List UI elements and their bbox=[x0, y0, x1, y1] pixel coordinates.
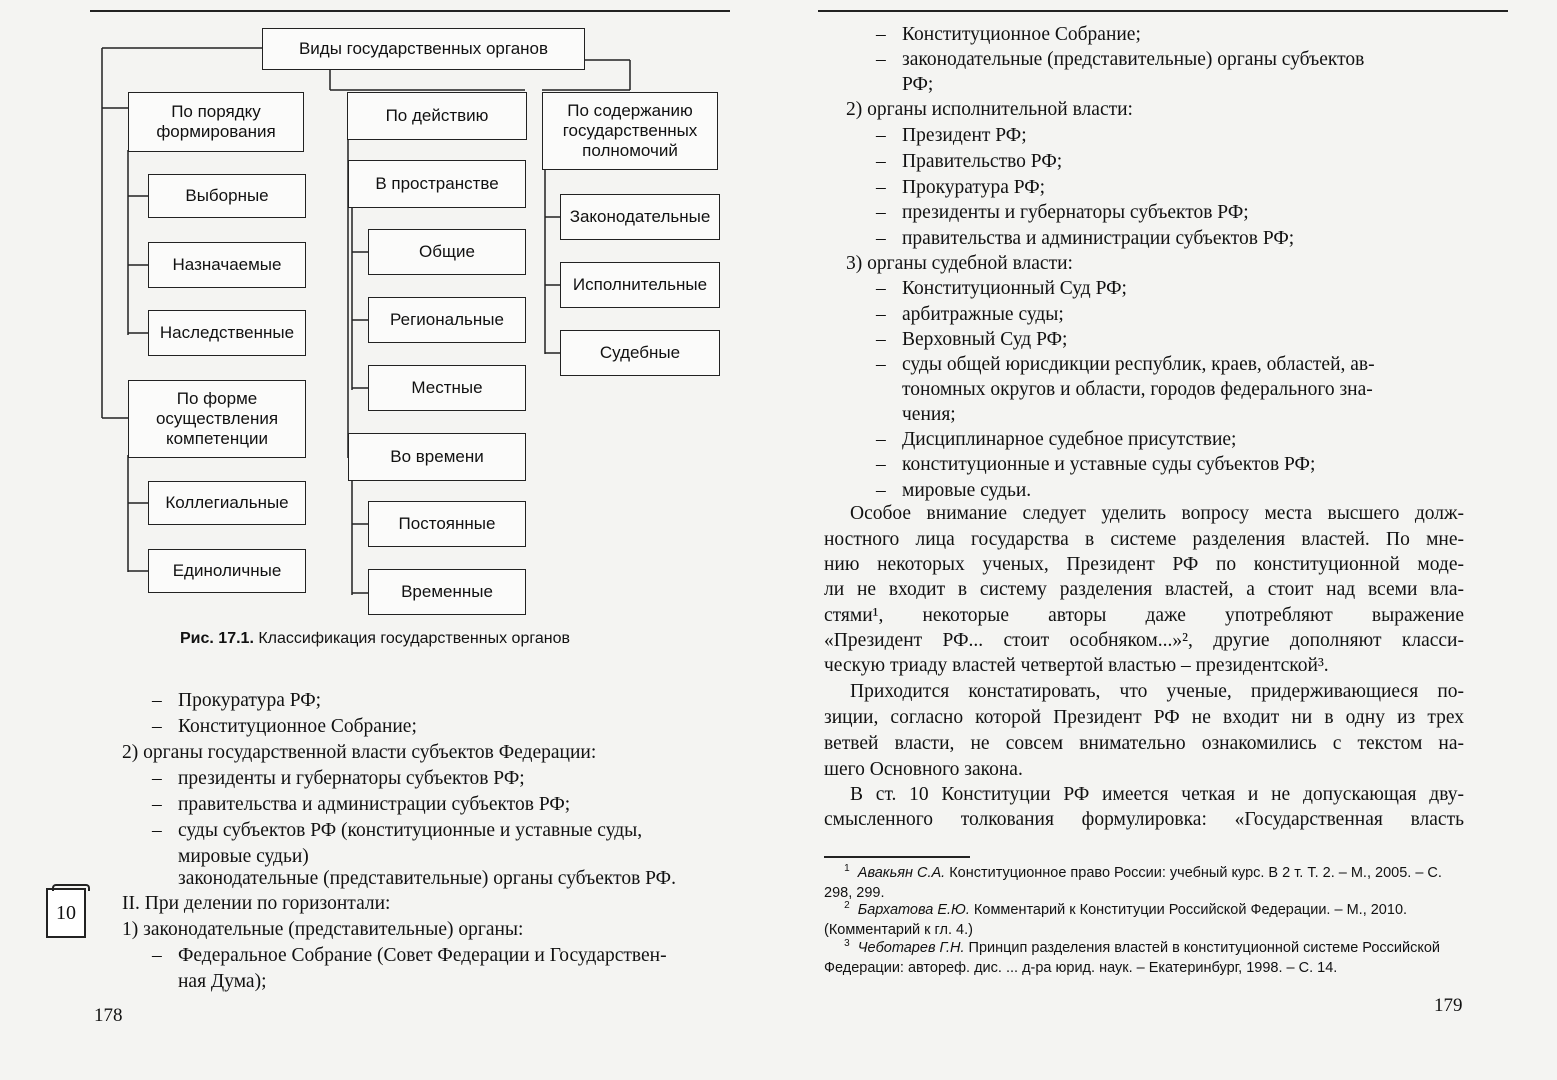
paragraph-line: Особое внимание следует уделить вопросу места высшего долж- bbox=[850, 503, 1464, 524]
footnote-number: 1 bbox=[844, 863, 850, 874]
col2-sub2-box: Во времени bbox=[348, 433, 526, 481]
list-item-cont: чения; bbox=[902, 404, 956, 425]
caption-text: Классификация государственных органов bbox=[258, 630, 570, 647]
list-item: – Федеральное Собрание (Совет Федерации и Государствен- bbox=[152, 943, 667, 969]
footnote-number: 2 bbox=[844, 900, 850, 911]
col3-item-box: Законодательные bbox=[560, 194, 720, 240]
root-box: Виды государственных органов bbox=[262, 28, 585, 70]
list-item: – суды субъектов РФ (конституционные и уставные суды, bbox=[152, 818, 642, 844]
list-item-cont: ная Дума); bbox=[178, 971, 267, 992]
paragraph-line: нию некоторых ученых, Президент РФ по конституционной моде- bbox=[824, 554, 1464, 575]
col3-head-box: По содержанию государственных полномочий bbox=[542, 92, 718, 170]
footnote bbox=[824, 934, 1464, 978]
col2-head-box: По действию bbox=[347, 92, 527, 140]
col1-item-box: Назначаемые bbox=[148, 242, 306, 288]
list-item: – правительства и администрации субъектов РФ; bbox=[152, 792, 570, 818]
list-item: – правительства и администрации субъектов РФ; bbox=[876, 226, 1294, 252]
list-item-cont: мировые судьи) bbox=[178, 846, 309, 867]
col2-item-box: Общие bbox=[368, 229, 526, 275]
list-item: – законодательные (представительные) органы субъектов bbox=[876, 47, 1364, 73]
footnote-author: Бархатова Е.Ю. bbox=[857, 901, 970, 918]
footnote-text: Конституционное право России: учебный курс. В 2 т. Т. 2. – М., 2005. – С. 298, 299. bbox=[824, 864, 1442, 901]
list-item: – Конституционное Собрание; bbox=[876, 22, 1141, 48]
caption-label: Рис. 17.1. bbox=[180, 630, 254, 647]
col2-item2-box: Постоянные bbox=[368, 501, 526, 547]
list-item: – Прокуратура РФ; bbox=[876, 175, 1045, 201]
list-item: – мировые судьи. bbox=[876, 478, 1031, 504]
margin-scroll-icon: 10 bbox=[46, 888, 86, 938]
col1-item-box: Наследственные bbox=[148, 310, 306, 356]
paragraph-line: ветвей власти, не совсем внимательно ознакомились с текстом на- bbox=[824, 733, 1464, 754]
paragraph-line: ли не входит в систему разделения властей, а стоит над всеми вла- bbox=[824, 579, 1464, 600]
list-item: – Прокуратура РФ; bbox=[152, 688, 321, 714]
footnote-text: Комментарий к Конституции Российской Федерации. – М., 2010. (Комментарий к гл. 4.) bbox=[824, 901, 1408, 938]
list-item: – Правительство РФ; bbox=[876, 149, 1062, 175]
col1-item-box: Выборные bbox=[148, 174, 306, 218]
list-heading: 3) органы судебной власти: bbox=[846, 253, 1073, 274]
list-item: – президенты и губернаторы субъектов РФ; bbox=[152, 766, 525, 792]
col1-item2-box: Коллегиальные bbox=[148, 481, 306, 525]
footnote-author: Авакьян С.А. bbox=[857, 864, 946, 881]
list-heading: 2) органы государственной власти субъектов Федерации: bbox=[122, 742, 597, 763]
paragraph-line: зиции, согласно которой Президент РФ не входит ни в одну из трех bbox=[824, 707, 1464, 728]
paragraph-line: В ст. 10 Конституции РФ имеется четкая и не допускающая дву- bbox=[850, 784, 1464, 805]
footnote-rule bbox=[824, 856, 970, 858]
list-item-cont: тономных округов и области, городов федерального зна- bbox=[902, 379, 1373, 400]
page-number-left: 178 bbox=[94, 1005, 123, 1026]
col3-item-box: Судебные bbox=[560, 330, 720, 376]
footnote-author: Чеботарев Г.Н. bbox=[857, 939, 965, 956]
top-rule bbox=[818, 10, 1508, 12]
classification-diagram bbox=[0, 0, 778, 660]
col2-item-box: Местные bbox=[368, 365, 526, 411]
paragraph-line: Приходится констатировать, что ученые, придерживающиеся по- bbox=[850, 681, 1464, 702]
col2-item2-box: Временные bbox=[368, 569, 526, 615]
paragraph-line: ностного лица государства в системе разделения властей. По мне- bbox=[824, 529, 1464, 550]
col3-item-box: Исполнительные bbox=[560, 262, 720, 308]
list-item: – конституционные и уставные суды субъектов РФ; bbox=[876, 452, 1315, 478]
list-item: – президенты и губернаторы субъектов РФ; bbox=[876, 200, 1249, 226]
col2-item-box: Региональные bbox=[368, 297, 526, 343]
col1-head2-box: По форме осуществления компетенции bbox=[128, 380, 306, 458]
paragraph-line: смысленного толкования формулировка: «Государственная власть bbox=[824, 809, 1464, 830]
list-heading: 2) органы исполнительной власти: bbox=[846, 99, 1133, 120]
col2-sub-box: В пространстве bbox=[348, 160, 526, 208]
list-item-cont: РФ; bbox=[902, 74, 934, 95]
left-page bbox=[0, 0, 778, 1080]
col1-head-box: По порядку формирования bbox=[128, 92, 304, 152]
paragraph-line: стями¹, некоторые авторы даже употребляют выражение bbox=[824, 605, 1464, 626]
page-number-right: 179 bbox=[1434, 995, 1463, 1016]
paragraph-line: «Президент РФ... стоит особняком...»², другие дополняют класси- bbox=[824, 630, 1464, 651]
list-heading: 1) законодательные (представительные) органы: bbox=[122, 919, 524, 940]
footnote-number: 3 bbox=[844, 938, 850, 949]
list-item: – Верховный Суд РФ; bbox=[876, 327, 1067, 353]
section-heading: II. При делении по горизонтали: bbox=[122, 893, 391, 914]
list-item: – суды общей юрисдикции республик, краев, областей, ав- bbox=[876, 352, 1375, 378]
list-item: – Президент РФ; bbox=[876, 123, 1027, 149]
list-item: – Конституционное Собрание; bbox=[152, 714, 417, 740]
figure-caption bbox=[180, 630, 570, 648]
col1-item2-box: Единоличные bbox=[148, 549, 306, 593]
footnote-text: Принцип разделения властей в конституционной системе Российской Федерации: автореф. дис. ... д-ра юрид. наук. – Екатеринбург, 1998. – С. 14. bbox=[824, 939, 1441, 976]
paragraph-line: ческую триаду властей четвертой властью – президентской³. bbox=[824, 655, 1329, 676]
list-item: – Дисциплинарное судебное присутствие; bbox=[876, 427, 1236, 453]
list-item: – арбитражные суды; bbox=[876, 302, 1064, 328]
paragraph-line: шего Основного закона. bbox=[824, 759, 1023, 780]
list-item: – Конституционный Суд РФ; bbox=[876, 276, 1127, 302]
list-item: законодательные (представительные) органы субъектов РФ. bbox=[178, 868, 676, 889]
